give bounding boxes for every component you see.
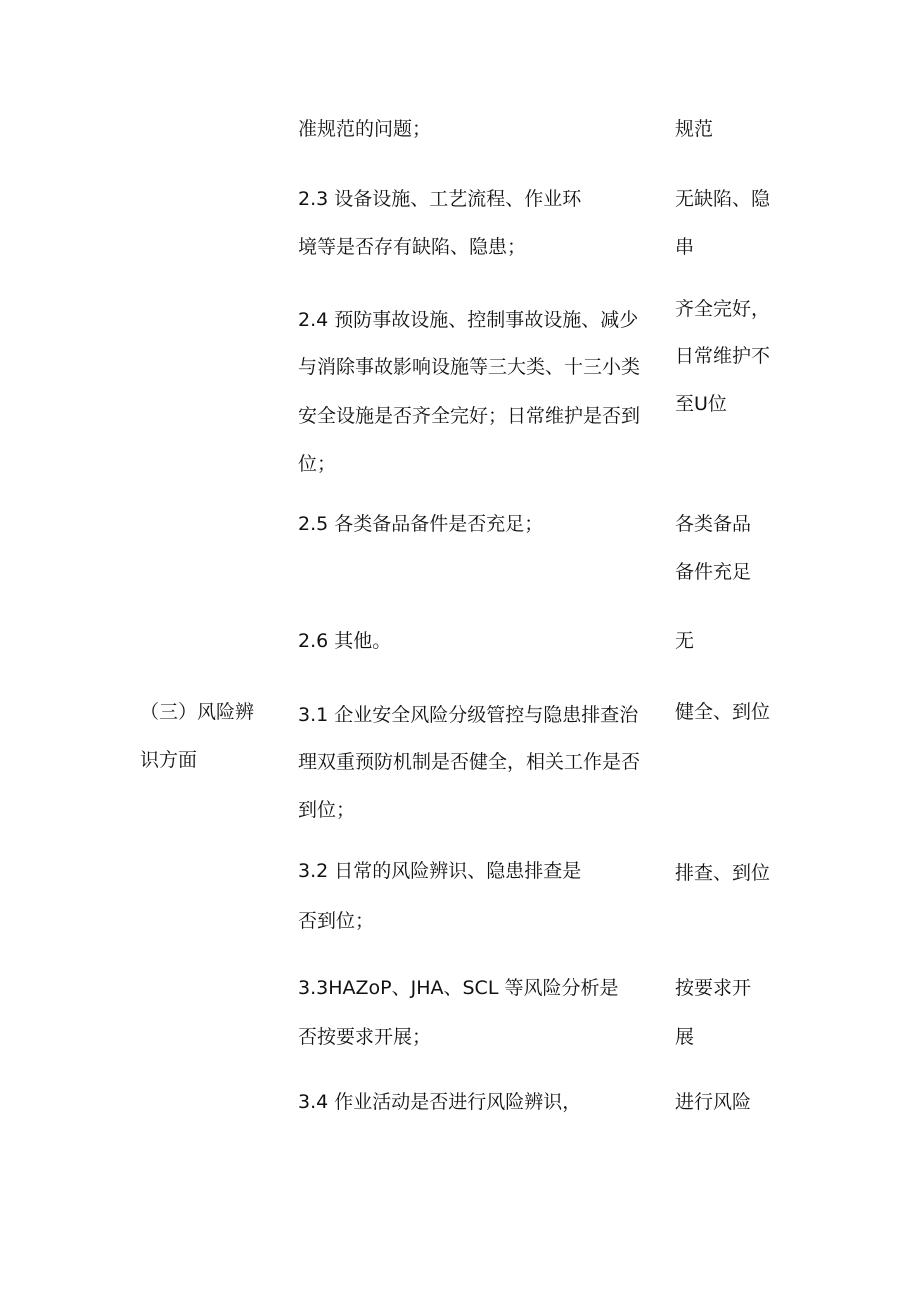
item-text-line: 否到位； <box>298 910 375 932</box>
item-text-line: 2.3 设备设施、工艺流程、作业环 <box>298 188 582 210</box>
result-text-line: 各类备品 <box>675 513 752 535</box>
result-text-line: 排查、到位 <box>675 862 771 884</box>
result-text-line: 按要求开 <box>675 977 752 999</box>
item-text-line: 准规范的问题； <box>298 118 432 140</box>
item-text-line: 否按要求开展； <box>298 1026 432 1048</box>
result-text-line: 进行风险 <box>675 1091 752 1113</box>
result-text-line: 备件充足 <box>675 561 752 583</box>
result-text-line: 日常维护不 <box>675 345 771 367</box>
result-text-line: 齐全完好， <box>675 298 771 320</box>
item-text-line: 3.3HAZoP、JHA、SCL 等风险分析是 <box>298 977 619 999</box>
item-text-line: 3.1 企业安全风险分级管控与隐患排查治 <box>298 704 639 726</box>
item-text-line: 3.4 作业活动是否进行风险辨识， <box>298 1091 582 1113</box>
result-text-line: 串 <box>675 236 695 258</box>
item-text-line: 3.2 日常的风险辨识、隐患排查是 <box>298 860 582 882</box>
item-text-line: 位； <box>298 453 337 475</box>
item-text-line: 安全设施是否齐全完好；日常维护是否到 <box>298 405 641 427</box>
category-text-line: （三）风险辨 <box>140 701 255 723</box>
item-text-line: 2.4 预防事故设施、控制事故设施、减少 <box>298 309 639 331</box>
category-text-line: 识方面 <box>140 749 198 771</box>
item-text-line: 境等是否存有缺陷、隐患； <box>298 236 527 258</box>
item-text-line: 理双重预防机制是否健全，相关工作是否 <box>298 751 641 773</box>
result-text-line: 无缺陷、隐 <box>675 188 771 210</box>
result-text-line: 健全、到位 <box>675 701 771 723</box>
item-text-line: 2.5 各类备品备件是否充足； <box>298 513 544 535</box>
item-text-line: 与消除事故影响设施等三大类、十三小类 <box>298 356 641 378</box>
result-text-line: 展 <box>675 1026 695 1048</box>
result-text-line: 至U位 <box>675 393 727 415</box>
item-text-line: 到位； <box>298 799 356 821</box>
result-text-line: 无 <box>675 630 695 652</box>
item-text-line: 2.6 其他。 <box>298 630 392 652</box>
result-text-line: 规范 <box>675 118 714 140</box>
